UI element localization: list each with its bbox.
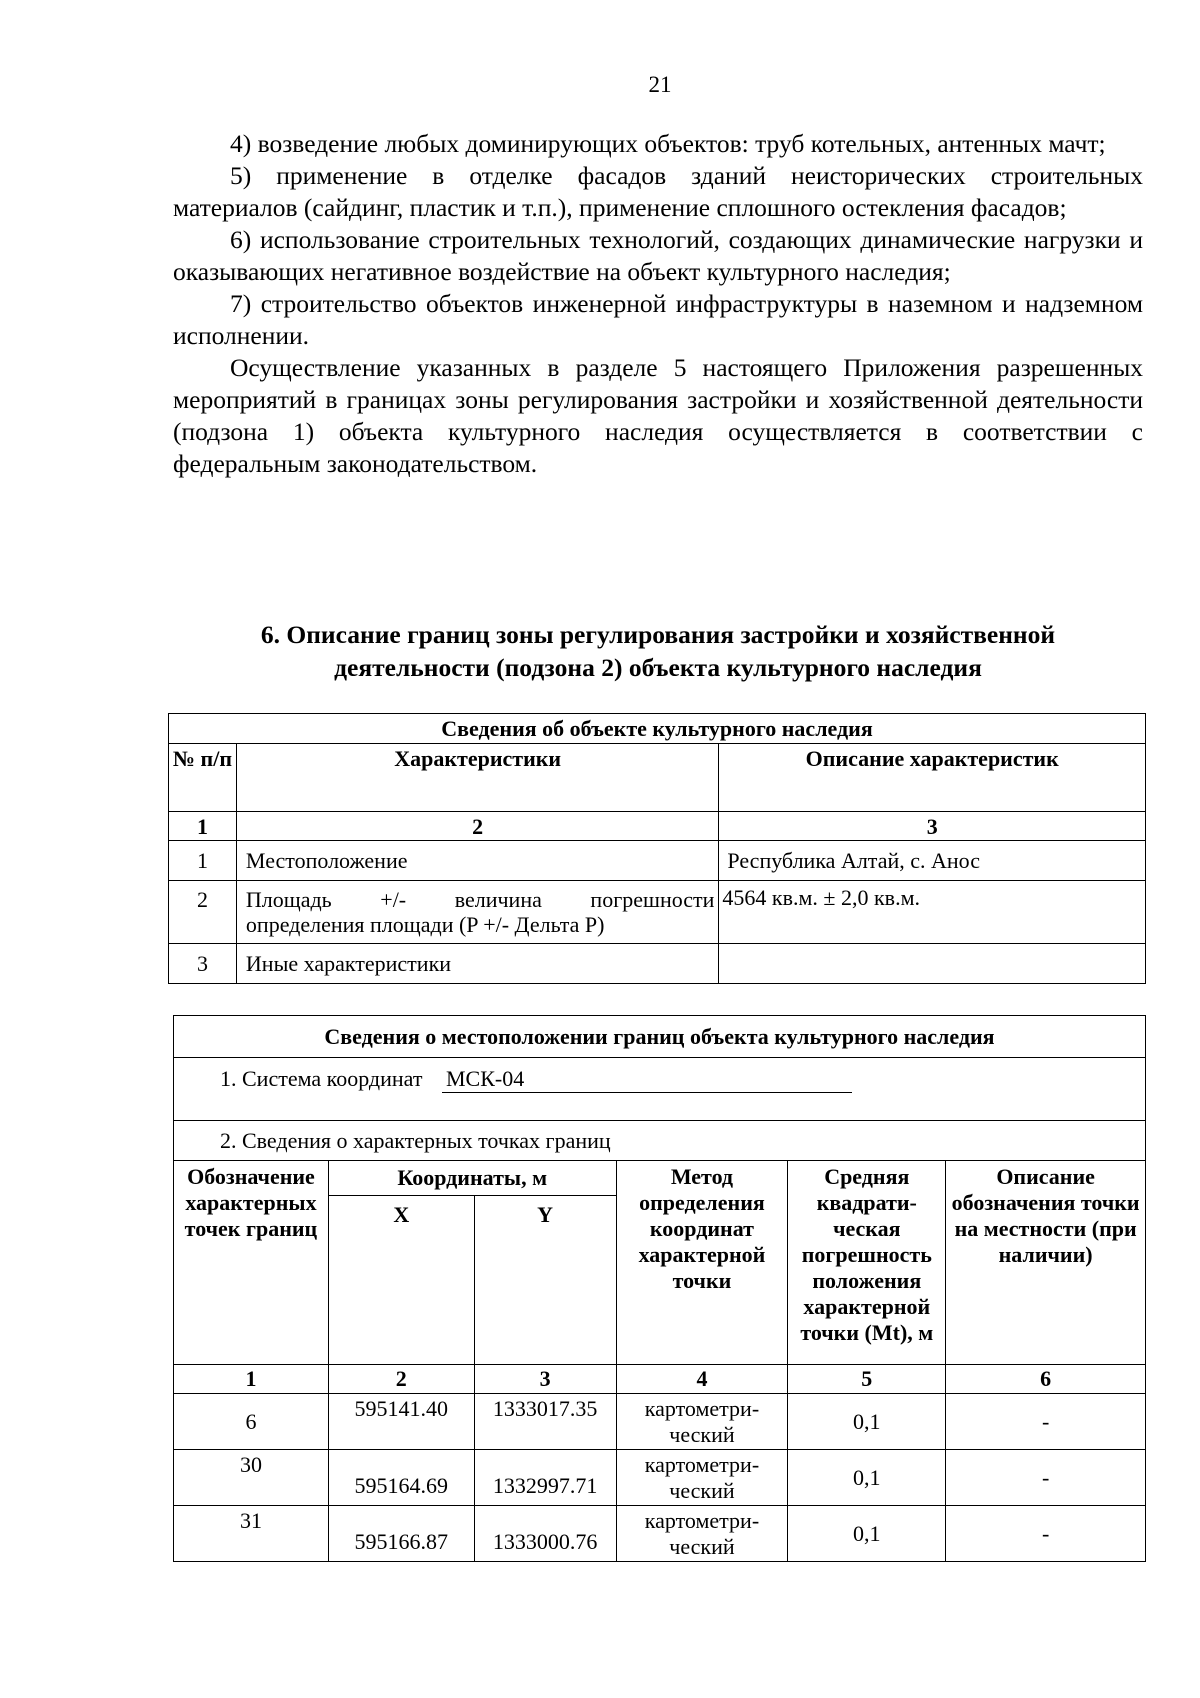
point-method-line-2: ческий: [669, 1533, 735, 1559]
point-x: 595141.40: [328, 1394, 474, 1450]
table-row: [174, 1394, 1146, 1450]
table-row: [174, 1450, 1146, 1506]
point-y: 1333017.35: [474, 1394, 616, 1450]
index-cell: 2: [328, 1365, 474, 1394]
row-name: Местоположение: [236, 841, 719, 881]
point-x: 595164.69: [328, 1450, 474, 1506]
point-method-line-1: картометри-: [644, 1451, 760, 1477]
point-x: 595166.87: [328, 1506, 474, 1562]
index-cell: 3: [474, 1365, 616, 1394]
row-number: 1: [169, 841, 237, 881]
point-method-line-1: картометри-: [644, 1395, 760, 1421]
point-y: 1333000.76: [474, 1506, 616, 1562]
table-row: [174, 1506, 1146, 1562]
point-description: -: [946, 1506, 1146, 1562]
body-text: [173, 128, 1143, 480]
index-cell: 1: [174, 1365, 329, 1394]
index-cell: 6: [946, 1365, 1146, 1394]
coordinate-system-label: 1. Система координат: [220, 1066, 423, 1091]
point-method: [616, 1450, 788, 1506]
section-heading-line-2: деятельности (подзона 2) объекта культурного наследия: [334, 653, 982, 682]
header-characteristics: Характеристики: [236, 744, 719, 812]
paragraph-implementation: Осуществление указанных в разделе 5 настоящего Приложения разрешенных мероприятий в границах зоны регулирования застройки и хозяйственной деятельности (подзона 1) объекта культурного наследия осуществляется в соответствии с федеральным законодательством.: [173, 353, 1143, 478]
points-label: 2. Сведения о характерных точках границ: [174, 1121, 1146, 1161]
point-designation: 30: [174, 1450, 329, 1506]
header-x: X: [328, 1196, 474, 1365]
point-method: [616, 1394, 788, 1450]
row-name-line-1: Площадь +/- величина погрешности: [245, 887, 715, 912]
point-description: -: [946, 1450, 1146, 1506]
row-name: [236, 881, 719, 944]
point-y: 1332997.71: [474, 1450, 616, 1506]
point-mt: 0,1: [788, 1394, 946, 1450]
row-number: 3: [169, 944, 237, 984]
section-heading-line-1: 6. Описание границ зоны регулирования застройки и хозяйственной: [260, 620, 1056, 649]
coordinate-system-row: [174, 1058, 1146, 1121]
paragraph-item-7: 7) строительство объектов инженерной инфраструктуры в наземном и надземном исполнении.: [173, 289, 1143, 350]
point-description: -: [946, 1394, 1146, 1450]
table-row: [169, 881, 1146, 944]
header-description: Описание обозначения точки на местности (при наличии): [946, 1161, 1146, 1365]
point-mt: 0,1: [788, 1450, 946, 1506]
paragraph-item-5: 5) применение в отделке фасадов зданий неисторических строительных материалов (сайдинг, пластик и т.п.), применение сплошного остекления фасадов;: [173, 161, 1143, 222]
location-table-title: Сведения о местоположении границ объекта культурного наследия: [174, 1016, 1146, 1058]
index-cell: 2: [236, 812, 719, 841]
paragraph-item-4: 4) возведение любых доминирующих объектов: труб котельных, антенных мачт;: [230, 129, 1106, 158]
row-value: [719, 944, 1146, 984]
header-method: Метод определения координат характерной точки: [616, 1161, 788, 1365]
point-method-line-1: картометри-: [644, 1507, 760, 1533]
point-designation: 31: [174, 1506, 329, 1562]
page-number: 21: [648, 72, 672, 97]
object-table-title: Сведения об объекте культурного наследия: [169, 714, 1146, 744]
row-name: Иные характеристики: [236, 944, 719, 984]
point-method: [616, 1506, 788, 1562]
paragraph-item-6: 6) использование строительных технологий, создающих динамические нагрузки и оказывающих негативное воздействие на объект культурного наследия;: [173, 225, 1143, 286]
index-cell: 4: [616, 1365, 788, 1394]
index-cell: 1: [169, 812, 237, 841]
table-row: [169, 944, 1146, 984]
header-error: Средняя квадрати- ческая погрешность положения характерной точки (Mt), м: [788, 1161, 946, 1365]
row-name-line-2: определения площади (P +/- Дельта P): [245, 912, 605, 937]
section-heading: [173, 618, 1143, 684]
header-y: Y: [474, 1196, 616, 1365]
row-value: 4564 кв.м. ± 2,0 кв.м.: [719, 881, 1146, 944]
object-info-table: [168, 713, 1146, 984]
header-number: № п/п: [169, 744, 237, 812]
coordinate-system-value: МСК-04: [442, 1066, 852, 1093]
point-mt: 0,1: [788, 1506, 946, 1562]
point-method-line-2: ческий: [669, 1421, 735, 1447]
header-designation: Обозначение характерных точек границ: [174, 1161, 329, 1365]
point-designation: 6: [174, 1394, 329, 1450]
point-method-line-2: ческий: [669, 1477, 735, 1503]
row-number: 2: [169, 881, 237, 944]
header-coordinates: Координаты, м: [328, 1161, 616, 1196]
row-value: Республика Алтай, с. Анос: [719, 841, 1146, 881]
index-cell: 3: [719, 812, 1146, 841]
location-table: [173, 1015, 1146, 1562]
index-cell: 5: [788, 1365, 946, 1394]
header-description: Описание характеристик: [719, 744, 1146, 812]
table-row: [169, 841, 1146, 881]
